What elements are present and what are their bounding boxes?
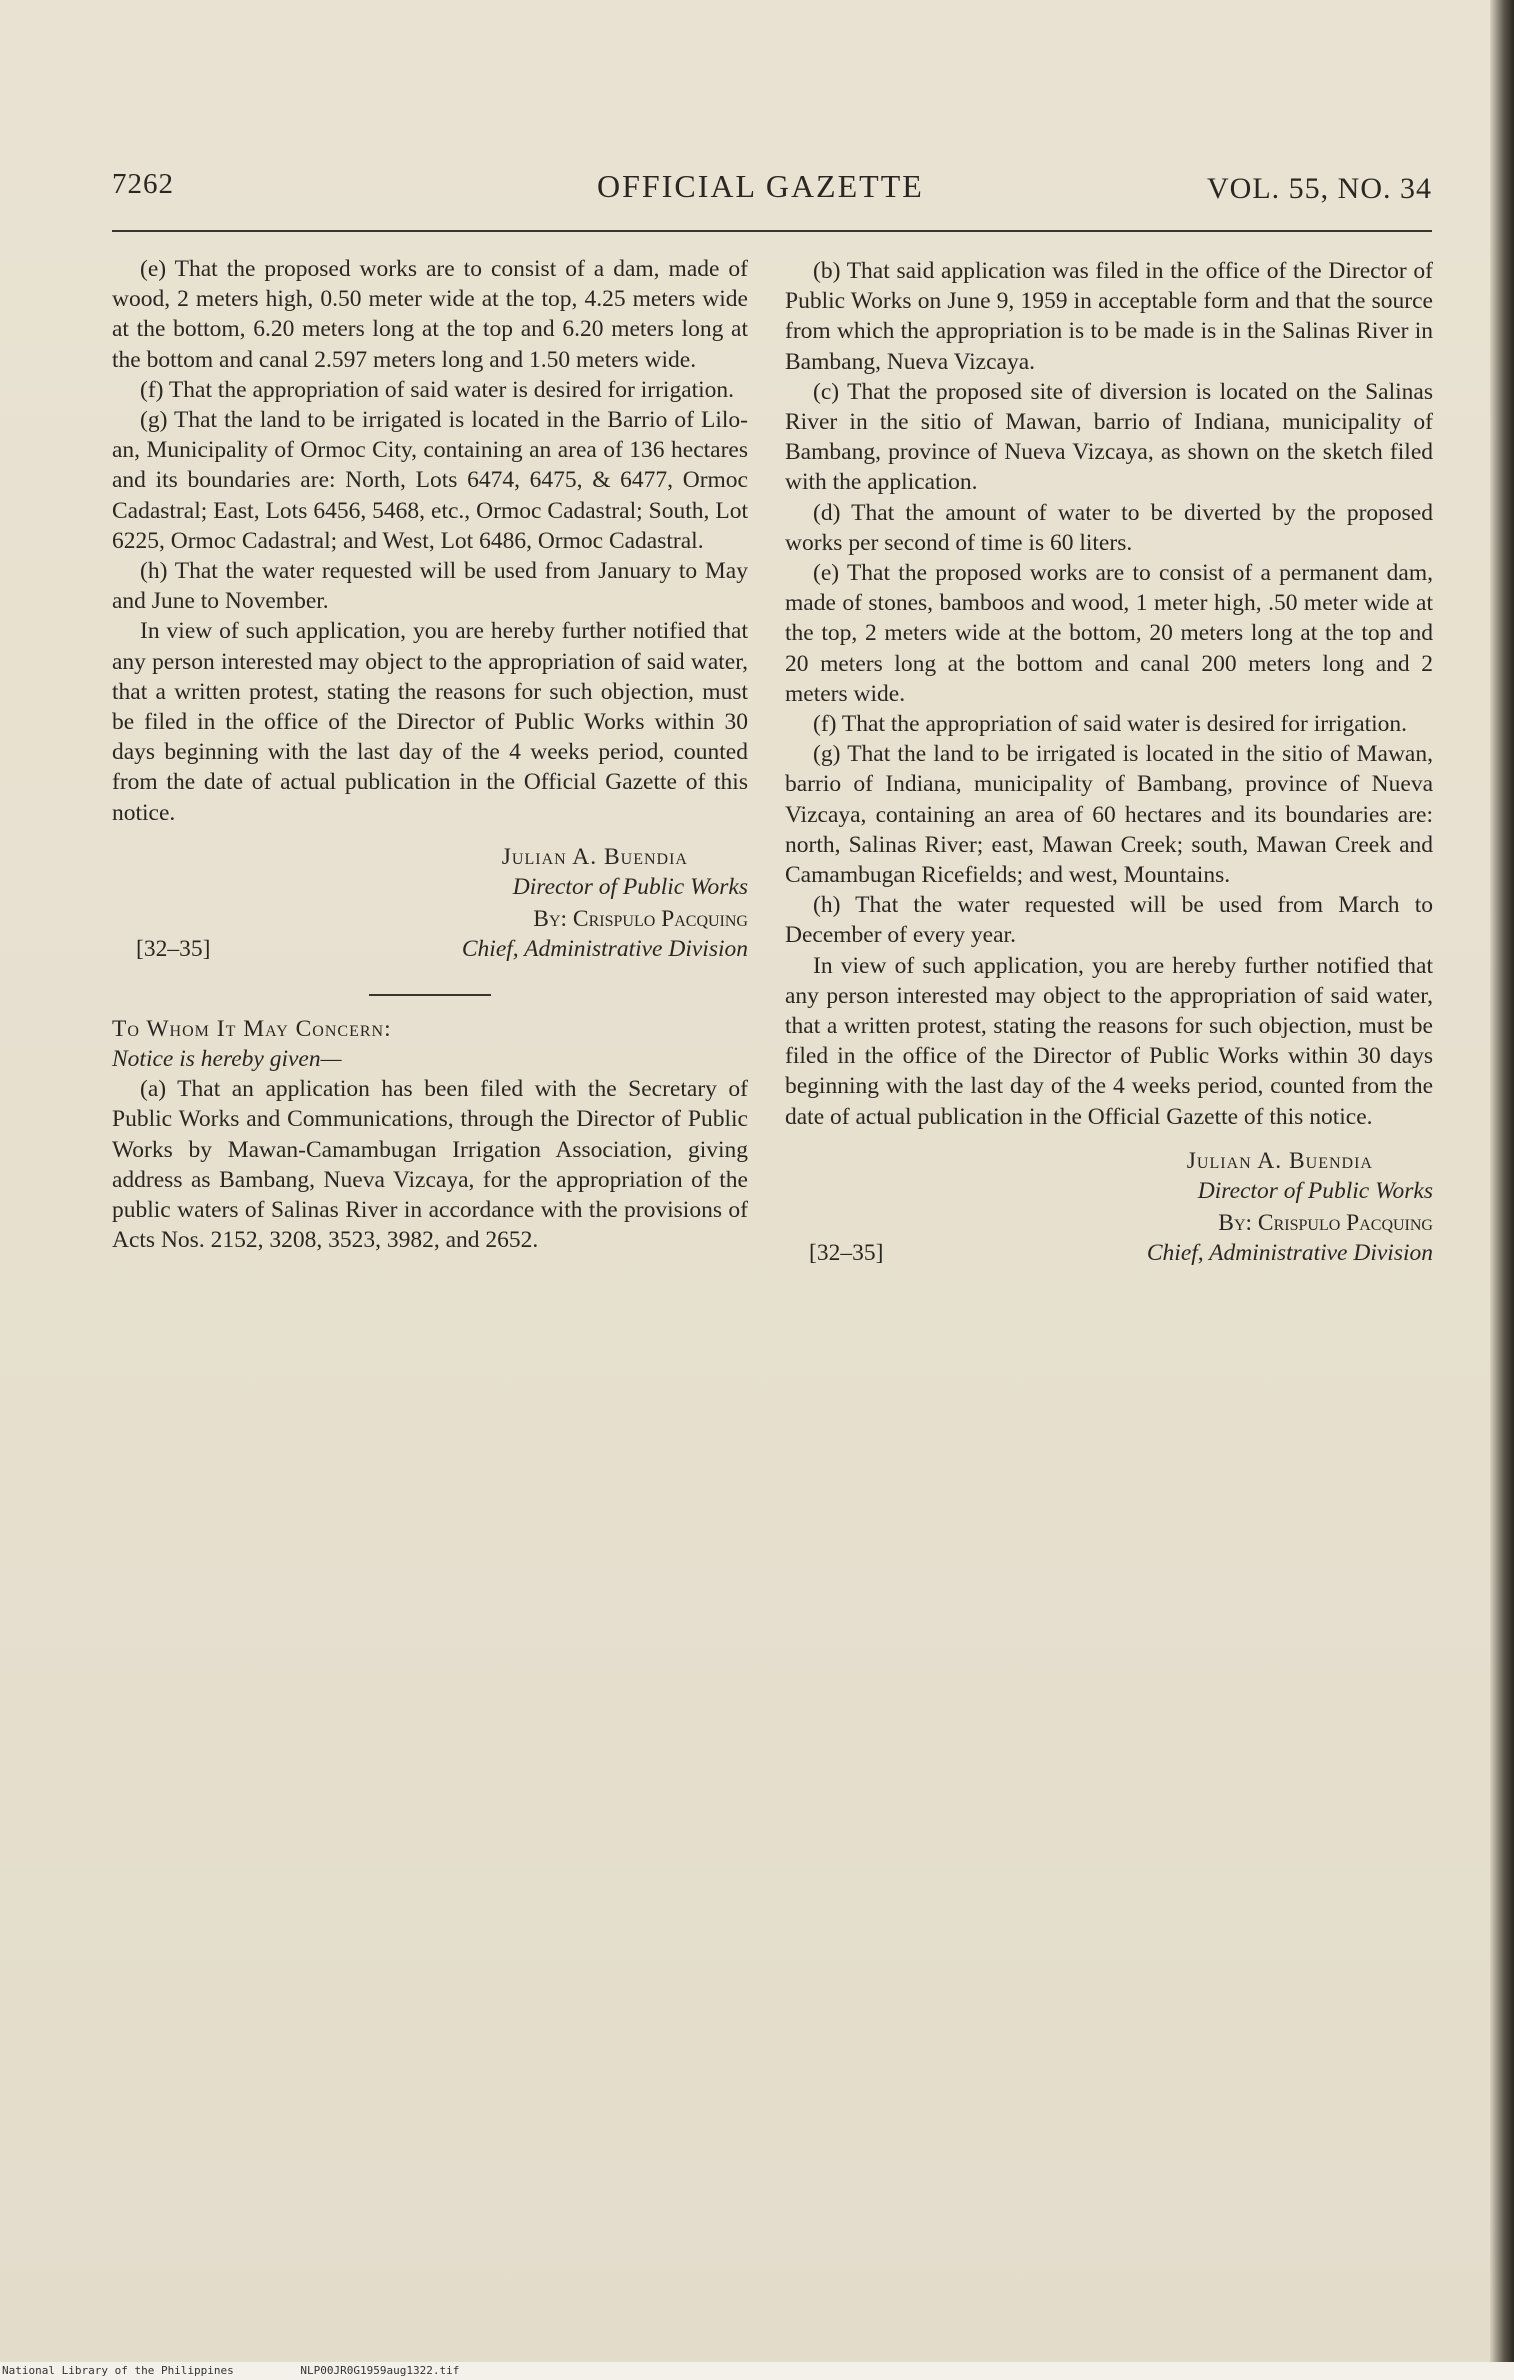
library-credit: National Library of the Philippines: [2, 2364, 234, 2377]
paragraph-f: (f) That the appropriation of said water is desired for irrigation.: [140, 376, 735, 403]
page-number: 7262: [112, 168, 174, 200]
volume-number: VOL. 55, NO. 34: [1207, 172, 1432, 205]
paragraph-h: (h) That the water requested will be used from March to December of every year.: [785, 892, 1433, 949]
signature-block: [112, 842, 748, 964]
paragraph-g: (g) That the land to be irrigated is located in the sitio of Mawan, barrio of Indiana, municipality of Bambang, province of Nueva Vizcaya, containing an area of 60 hectares and its boundaries are: north, Salinas River; east, Mawan Creek; south, Mawan Creek and Camambugan Ricefields; and west, Mountains.: [785, 741, 1433, 889]
left-column: [112, 254, 748, 1255]
signatory-name: Julian A. Buendia: [501, 843, 688, 870]
issue-reference: [32–35]: [809, 1239, 884, 1266]
paragraph-notice: In view of such application, you are hereby further notified that any person interested may object to the appropriation of said water, that a written protest, stating the reasons for such objection, must be filed in the office of the Director of Public Works within 30 days beginning with the last day of the 4 weeks period, counted from the date of actual publication in the Official Gazette of this notice.: [112, 618, 748, 826]
right-column: [785, 256, 1433, 1268]
paragraph-h: (h) That the water requested will be used from January to May and June to November.: [112, 558, 748, 615]
section-divider: [369, 994, 491, 996]
paragraph-d: (d) That the amount of water to be diverted by the proposed works per second of time is 60 liters.: [785, 499, 1433, 556]
issue-reference: [32–35]: [136, 935, 211, 962]
signatory-chief: Chief, Administrative Division: [461, 935, 748, 962]
salutation: To Whom It May Concern:: [112, 1015, 392, 1042]
paragraph-g: (g) That the land to be irrigated is located in the Barrio of Lilo-an, Municipality of Ormoc City, containing an area of 136 hectares and its boundaries are: North, Lots 6474, 6475, & 6477, Ormoc Cadastral; East, Lots 6456, 5468, etc., Ormoc Cadastral; South, Lot 6225, Ormoc Cadastral; and West, Lot 6486, Ormoc Cadastral.: [112, 407, 748, 554]
paragraph-a: (a) That an application has been filed with the Secretary of Public Works and Communications, through the Director of Public Works by Mawan-Camambugan Irrigation Association, giving address as Bambang, Nueva Vizcaya, for the appropriation of the public waters of Salinas River in accordance with the provisions of Acts Nos. 2152, 3208, 3523, 3982, and 2652.: [112, 1076, 748, 1254]
publication-title: OFFICIAL GAZETTE: [597, 168, 924, 204]
signatory-chief: Chief, Administrative Division: [1146, 1239, 1433, 1266]
signature-block: [785, 1146, 1433, 1268]
paragraph-notice: In view of such application, you are hereby further notified that any person interested may object to the appropriation of said water, that a written protest, stating the reasons for such objection, must be filed in the office of the Director of Public Works within 30 days beginning with the last day of the 4 weeks period, counted from the date of actual publication in the Official Gazette of this notice.: [785, 952, 1433, 1130]
page-edge: [1490, 0, 1514, 2380]
signatory-by: By: Crispulo Pacquing: [1218, 1209, 1433, 1236]
scan-footer: [0, 2362, 1514, 2380]
page-header: [112, 168, 1432, 218]
signatory-name: Julian A. Buendia: [1186, 1147, 1373, 1174]
file-name: NLP00JR0G1959aug1322.tif: [300, 2364, 460, 2377]
paragraph-f: (f) That the appropriation of said water is desired for irrigation.: [813, 711, 1408, 738]
paragraph-e: (e) That the proposed works are to consist of a dam, made of wood, 2 meters high, 0.50 meter wide at the top, 4.25 meters wide at the bottom, 6.20 meters long at the top and 6.20 meters long at the bottom and canal 2.597 meters long and 1.50 meters wide.: [112, 256, 748, 373]
signatory-title: Director of Public Works: [1197, 1177, 1433, 1204]
signatory-by: By: Crispulo Pacquing: [533, 905, 748, 932]
notice-given: Notice is hereby given—: [112, 1046, 342, 1073]
paragraph-b: (b) That said application was filed in the office of the Director of Public Works on June 9, 1959 in acceptable form and that the source from which the appropriation is to be made is in the Salinas River in Bambang, Nueva Vizcaya.: [785, 258, 1433, 375]
paragraph-c: (c) That the proposed site of diversion is located on the Salinas River in the sitio of Mawan, barrio of Indiana, municipality of Bambang, province of Nueva Vizcaya, as shown on the sketch filed with the application.: [785, 378, 1433, 496]
paragraph-e: (e) That the proposed works are to consist of a permanent dam, made of stones, bamboos and wood, 1 meter high, .50 meter wide at the top, 2 meters wide at the bottom, 20 meters long at the top and 20 meters long at the bottom and canal 200 meters long and 2 meters wide.: [785, 560, 1433, 707]
header-rule: [112, 230, 1432, 232]
signatory-title: Director of Public Works: [512, 873, 748, 900]
